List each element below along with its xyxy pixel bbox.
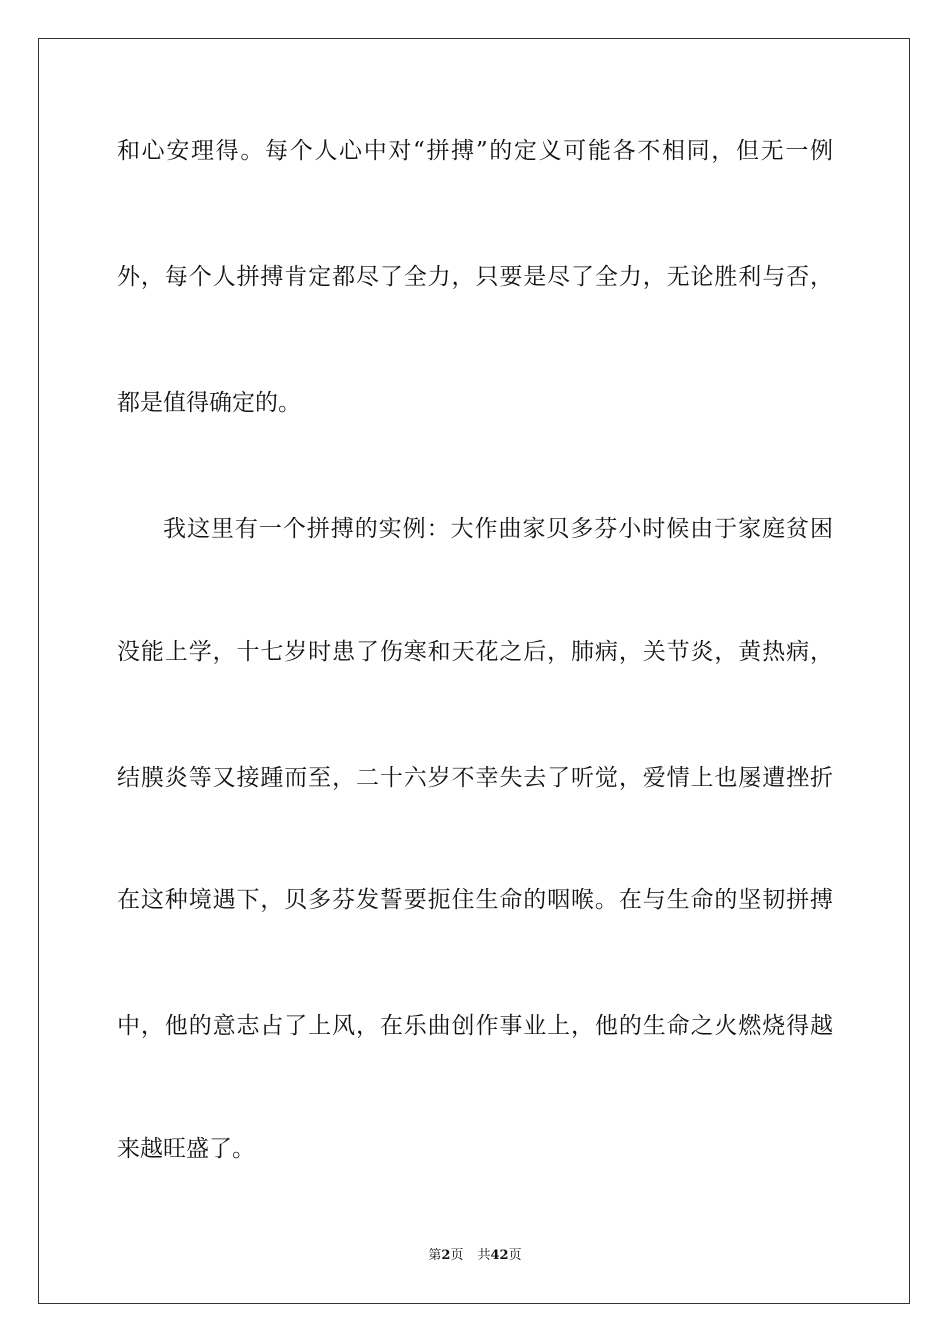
text-line-6: 结膜炎等又接踵而至，二十六岁不幸失去了听觉，爱情上也屡遭挫折	[117, 765, 833, 791]
text-line-9: 来越旺盛了。	[117, 1136, 255, 1162]
text-line-4: 我这里有一个拼搏的实例：大作曲家贝多芬小时候由于家庭贫困	[163, 516, 833, 542]
total-prefix: 共	[477, 1248, 491, 1263]
page-number: 2	[441, 1248, 451, 1263]
text-line-2: 外，每个人拼搏肯定都尽了全力，只要是尽了全力，无论胜利与否，	[117, 264, 833, 290]
page-suffix: 页	[450, 1248, 464, 1263]
text-line-3: 都是值得确定的。	[117, 390, 301, 416]
page-prefix: 第	[428, 1248, 442, 1263]
total-pages: 42	[490, 1248, 509, 1263]
page-border	[38, 38, 910, 1304]
total-suffix: 页	[508, 1248, 522, 1263]
text-line-1: 和心安理得。每个人心中对“拼搏”的定义可能各不相同，但无一例	[117, 138, 833, 164]
text-line-8: 中，他的意志占了上风，在乐曲创作事业上，他的生命之火燃烧得越	[117, 1013, 833, 1039]
text-line-5: 没能上学，十七岁时患了伤寒和天花之后，肺病，关节炎，黄热病，	[117, 639, 833, 665]
page-footer	[0, 1248, 950, 1264]
text-line-7: 在这种境遇下，贝多芬发誓要扼住生命的咽喉。在与生命的坚韧拼搏	[117, 887, 833, 913]
